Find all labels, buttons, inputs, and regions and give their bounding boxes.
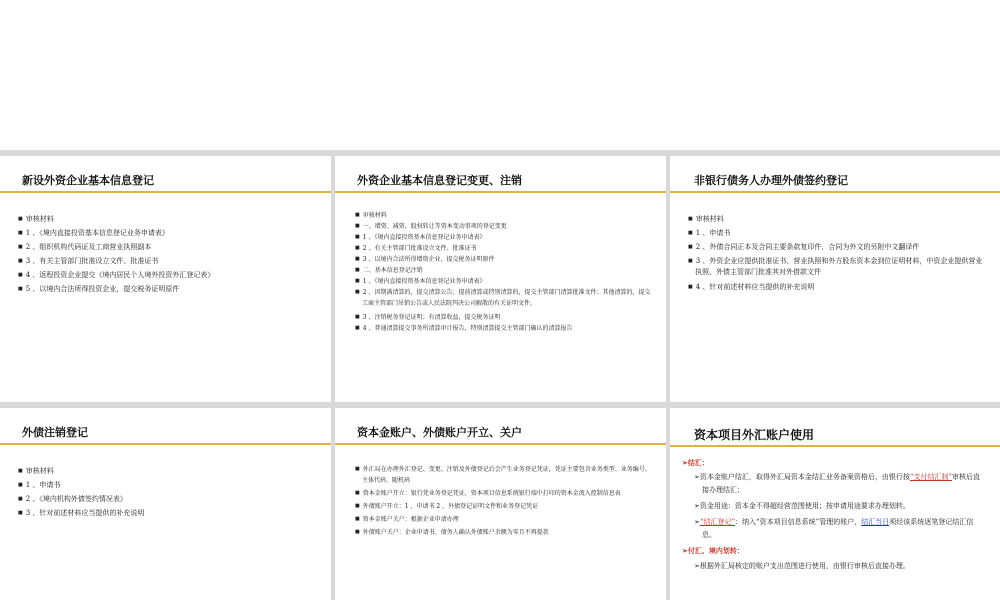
title-underline — [335, 443, 666, 445]
list-item: ■ 2 、有关主管部门批准设立文件、批准证书 — [355, 245, 477, 252]
list-item: ■ 1 、申请书 — [688, 229, 731, 237]
list-item: ➢资本金账户结汇，取得外汇局资本金结汇业务备案资格后，由银行按“支付结汇制”审核后直接办理结汇； — [694, 473, 981, 494]
slide-title: 外资企业基本信息登记变更、注销 — [357, 174, 522, 187]
bullet-square-icon: ■ — [355, 490, 360, 496]
list-item: ■ 1 、申请书 — [18, 481, 61, 489]
bullet-square-icon: ■ — [355, 278, 360, 284]
bullet-square-icon: ■ — [18, 482, 23, 488]
list-item: ■ 4 、普通清算提交事务所清算审计报告，特别清算提交主管部门确认的清算报告 — [355, 325, 573, 332]
list-item: ➢根据外汇局核定的账户支出范围进行使用，由银行审核后直接办理。 — [694, 562, 910, 570]
list-item: ■ 1 、《境内直接投资基本信息登记业务申请表》 — [355, 278, 486, 285]
slide-title: 资本金账户、外债账户开立、关户 — [357, 426, 522, 439]
slide-body — [355, 210, 652, 334]
bullet-square-icon: ■ — [355, 466, 360, 472]
list-item: ➢资金用途：资本金不得超经营范围使用；按申请用途要求办理划转。 — [694, 502, 910, 510]
bullet-square-icon: ■ — [355, 212, 360, 218]
list-item: ■ 2 、《境内机构外债签约情况表》 — [18, 495, 127, 503]
title-underline — [0, 191, 331, 193]
list-item: ■ 4 、返程投资企业提交《境内居民个人境外投资外汇登记表》 — [18, 271, 215, 279]
slide-body — [688, 212, 986, 294]
arrow-bullet-icon: ➢ — [682, 546, 688, 555]
bullet-square-icon: ■ — [355, 325, 360, 331]
slide-capital-account-usage[interactable] — [670, 408, 1000, 600]
bullet-square-icon: ■ — [355, 314, 360, 320]
slide-account-opening-closing[interactable] — [335, 408, 666, 600]
list-item: ■ 3 、针对前述材料应当提供的补充说明 — [18, 509, 145, 517]
list-item: ■ 2 、外债合同正本及合同主要条款复印件，合同为外文的另附中文翻译件 — [688, 243, 920, 251]
bullet-square-icon: ■ — [18, 258, 23, 264]
arrow-bullet-icon: ➢ — [694, 502, 700, 510]
slide-title: 新设外资企业基本信息登记 — [22, 174, 154, 187]
list-item: ■ 外债账户关户：企业申请书、债务人确认外债账户余额为零且不再提款 — [355, 529, 549, 536]
slide-body — [18, 212, 317, 296]
slide-body — [355, 464, 652, 538]
list-item: ■ 4 、针对前述材料应当提供的补充说明 — [688, 283, 815, 291]
list-item: ■ 1 、《境内直接投资基本信息登记业务申请表》 — [18, 229, 169, 237]
arrow-bullet-icon: ➢ — [694, 473, 700, 481]
list-item: ■ 2 、组织机构代码证及工商营业执照副本 — [18, 243, 152, 251]
list-item: ■ 3 、外资企业应提供批准证书、营业执照和外方股东资本金到位证明材料，中资企业提供营业执照、外债主管部门批准其对外借款文件 — [688, 257, 983, 276]
slide-body — [682, 456, 986, 573]
bullet-square-icon: ■ — [355, 529, 360, 535]
list-item: ■ 审核材料 — [355, 212, 387, 219]
arrow-bullet-icon: ➢ — [694, 518, 700, 526]
bullet-square-icon: ■ — [355, 267, 360, 273]
list-item: ➢“结汇登记”：纳入“资本项目信息系统”管理的账户，结汇当日须经该系统逐笔登记结汇信息。 — [694, 518, 974, 539]
list-item: ■ 5 、以境内合法所得投资企业，提交税务证明原件 — [18, 285, 180, 293]
bullet-square-icon: ■ — [688, 216, 693, 222]
list-item: ■ 1 、《境内直接投资基本信息登记业务申请表》 — [355, 234, 486, 241]
slide-registration-change-cancellation[interactable] — [335, 156, 666, 402]
section-heading-payment: ➢付汇、境内划转： — [682, 546, 744, 555]
bullet-square-icon: ■ — [18, 510, 23, 516]
settlement-day-link[interactable]: 结汇当日 — [861, 518, 890, 526]
bullet-square-icon: ■ — [355, 234, 360, 240]
arrow-bullet-icon: ➢ — [694, 562, 700, 570]
arrow-bullet-icon: ➢ — [682, 458, 688, 467]
section-heading-settlement: ➢结汇： — [682, 458, 709, 467]
slide-body — [18, 464, 317, 520]
title-underline — [670, 445, 1000, 447]
bullet-square-icon: ■ — [688, 230, 693, 236]
list-item: ■ 审核材料 — [18, 215, 54, 223]
settlement-system-link[interactable]: “支付结汇制” — [909, 473, 953, 481]
bullet-square-icon: ■ — [18, 216, 23, 222]
settlement-registration-link[interactable]: “结汇登记” — [699, 518, 736, 526]
bullet-square-icon: ■ — [688, 258, 693, 264]
bullet-square-icon: ■ — [18, 230, 23, 236]
bullet-square-icon: ■ — [355, 245, 360, 251]
list-item: ■ 外债账户开立：1 、申请书 2 、外债登记证明文件和业务登记凭证 — [355, 503, 539, 510]
bullet-square-icon: ■ — [355, 256, 360, 262]
bullet-square-icon: ■ — [355, 516, 360, 522]
slide-title: 外债注销登记 — [22, 426, 88, 439]
bullet-square-icon: ■ — [355, 503, 360, 509]
list-item: ■ 资本金账户开立：银行凭业务登记凭证，资本项目信息系统银行端中打印的资本金流入控制信息表 — [355, 490, 621, 497]
bullet-square-icon: ■ — [18, 244, 23, 250]
slide-new-foreign-enterprise-registration[interactable] — [0, 156, 331, 402]
list-item: ■ 3 、有关主管部门批准设立文件、批准证书 — [18, 257, 159, 265]
list-item: ■ 二、基本信息登记注销 — [355, 267, 423, 274]
slide-title: 非银行债务人办理外债签约登记 — [694, 174, 848, 187]
list-item: ■ 外汇局在办理外汇登记、变更、注销及外债登记后会产生业务登记凭证，凭证主要包含业务类型、业务编号、主体代码、随机码 — [355, 466, 651, 484]
list-item: ■ 3 、以境内合法所得增资企业，提交税务证明原件 — [355, 256, 495, 263]
bullet-square-icon: ■ — [688, 284, 693, 290]
list-item: ■ 审核材料 — [18, 467, 54, 475]
slide-foreign-debt-signing-registration[interactable] — [670, 156, 1000, 402]
title-underline — [670, 191, 1000, 193]
list-item: ■ 审核材料 — [688, 215, 724, 223]
bullet-square-icon: ■ — [688, 244, 693, 250]
bullet-square-icon: ■ — [18, 496, 23, 502]
title-underline — [335, 191, 666, 193]
list-item: ■ 一、增资、减资、股权转让等资本变动事项的登记变更 — [355, 223, 507, 230]
list-item: ■ 资本金账户关户：根据企业申请办理 — [355, 516, 459, 523]
bullet-square-icon: ■ — [355, 223, 360, 229]
title-underline — [0, 443, 331, 445]
list-item: ■ 2 、因期满清算的，提交清算公告；提前清算或特别清算的，提交主管部门清算批准文件；其他清算的，提交工商主管部门吊销公告或人民法院判决公司解散的有关证明文件。 — [355, 289, 651, 307]
list-item: ■ 3 、注销税务登记证明；有清算收益，提交税务证明 — [355, 314, 501, 321]
bullet-square-icon: ■ — [18, 468, 23, 474]
bullet-square-icon: ■ — [18, 272, 23, 278]
bullet-square-icon: ■ — [355, 289, 360, 295]
bullet-square-icon: ■ — [18, 286, 23, 292]
slide-title: 资本项目外汇账户使用 — [694, 428, 815, 442]
slide-foreign-debt-cancellation[interactable] — [0, 408, 331, 600]
